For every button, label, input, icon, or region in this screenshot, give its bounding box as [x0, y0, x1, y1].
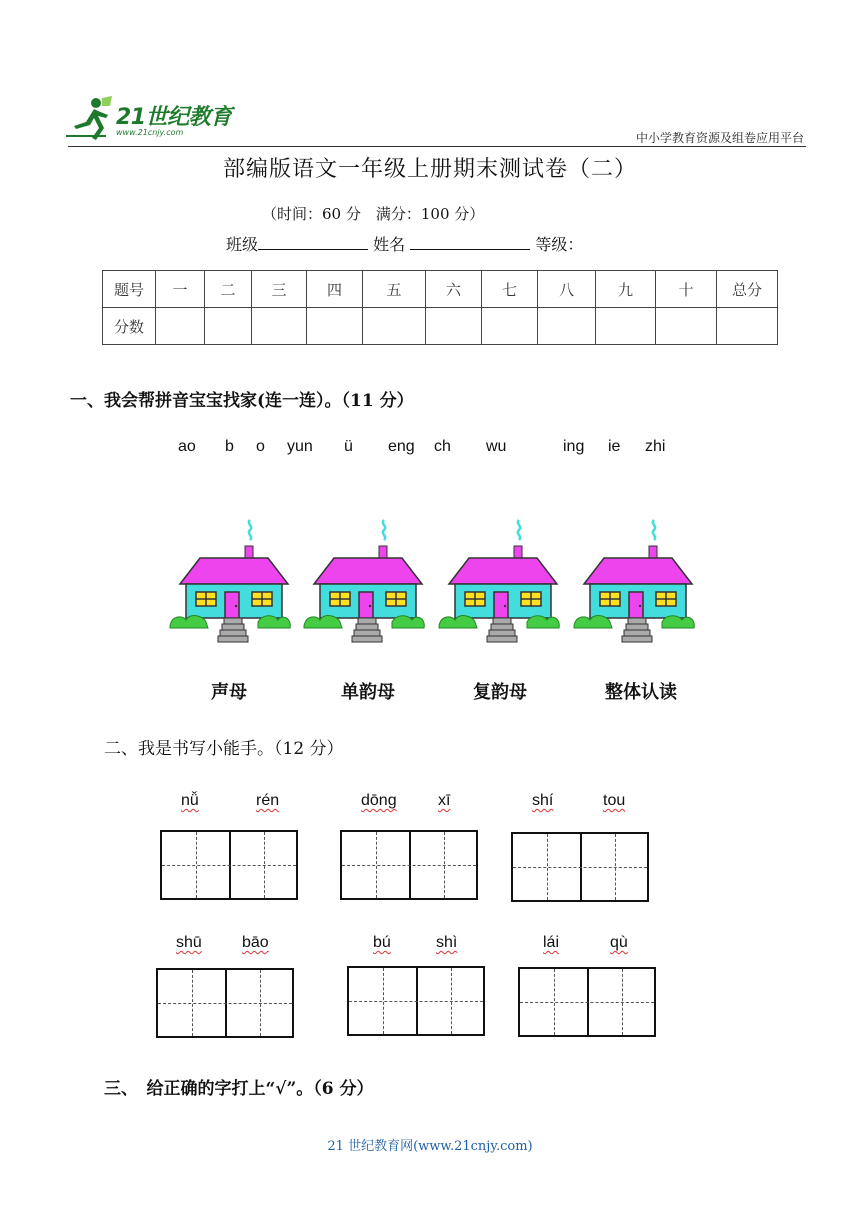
pinyin-item[interactable]: zhi	[645, 438, 666, 455]
table-cell: 分数	[103, 308, 156, 345]
score-cell[interactable]	[156, 308, 205, 345]
table-cell: 题号	[103, 271, 156, 308]
pinyin-item[interactable]: ch	[434, 438, 451, 455]
pinyin-word: bāo	[242, 934, 269, 951]
score-cell[interactable]	[307, 308, 363, 345]
score-cell[interactable]	[426, 308, 482, 345]
pinyin-word: nǚ	[181, 792, 199, 809]
category-label: 复韵母	[473, 682, 527, 703]
table-cell: 八	[538, 271, 596, 308]
writing-grid[interactable]	[511, 832, 649, 902]
table-cell: 三	[252, 271, 307, 308]
writing-grid[interactable]	[160, 830, 298, 900]
table-row	[103, 308, 778, 345]
table-cell: 五	[363, 271, 426, 308]
pinyin-item[interactable]: b	[225, 438, 234, 455]
pinyin-word: dōng	[361, 792, 397, 809]
platform-label: 中小学教育资源及组卷应用平台	[635, 131, 804, 145]
header-divider	[68, 146, 806, 147]
score-cell[interactable]	[538, 308, 596, 345]
runner-logo-icon	[66, 96, 114, 142]
pinyin-word: shū	[176, 934, 202, 951]
table-row	[103, 271, 778, 308]
pinyin-word: rén	[256, 792, 280, 809]
score-table	[102, 270, 778, 345]
writing-grid[interactable]	[156, 968, 294, 1038]
score-cell[interactable]	[205, 308, 252, 345]
pinyin-item[interactable]: ing	[563, 438, 585, 455]
category-label: 整体认读	[605, 682, 677, 703]
class-label: 班级	[226, 235, 259, 254]
pinyin-item[interactable]: ao	[178, 438, 196, 455]
table-cell: 总分	[717, 271, 778, 308]
logo-url: www.21cnjy.com	[116, 128, 184, 137]
pinyin-word: tou	[603, 792, 626, 809]
pinyin-item[interactable]: yun	[287, 438, 313, 455]
score-cell[interactable]	[656, 308, 717, 345]
pinyin-word: shì	[436, 934, 458, 951]
pinyin-item[interactable]: o	[256, 438, 265, 455]
category-label: 单韵母	[341, 682, 395, 703]
house-icon	[168, 518, 292, 646]
section1-title: 一、我会帮拼音宝宝找家(连一连）。（11 分）	[70, 391, 414, 411]
score-cell[interactable]	[596, 308, 656, 345]
pinyin-word: lái	[543, 934, 560, 951]
table-cell: 一	[156, 271, 205, 308]
writing-grid[interactable]	[340, 830, 478, 900]
pinyin-item[interactable]: ü	[344, 438, 353, 455]
writing-grid[interactable]	[518, 967, 656, 1037]
name-blank[interactable]	[410, 235, 530, 250]
logo-text: 21世纪教育	[116, 105, 232, 130]
pinyin-item[interactable]: wu	[486, 438, 507, 455]
section2-title: 二、我是书写小能手。（12 分）	[104, 739, 344, 759]
student-info-line	[226, 232, 583, 255]
pinyin-word: xī	[438, 792, 451, 809]
page-title: 部编版语文一年级上册期末测试卷（二）	[222, 157, 637, 182]
house-icon	[572, 518, 696, 646]
footer-text: 21 世纪教育网(www.21cnjy.com)	[327, 1139, 533, 1154]
table-cell: 二	[205, 271, 252, 308]
house-icon	[302, 518, 426, 646]
table-cell: 九	[596, 271, 656, 308]
score-cell[interactable]	[717, 308, 778, 345]
writing-grid[interactable]	[347, 966, 485, 1036]
category-label: 声母	[211, 682, 247, 703]
grade-label: 等级：	[535, 235, 584, 254]
logo	[66, 96, 236, 144]
table-cell: 六	[426, 271, 482, 308]
score-cell[interactable]	[482, 308, 538, 345]
class-blank[interactable]	[258, 235, 368, 250]
section3-title: 三、 给正确的字打上“√”。（6 分）	[104, 1079, 374, 1099]
pinyin-item[interactable]: eng	[388, 438, 415, 455]
table-cell: 四	[307, 271, 363, 308]
score-cell[interactable]	[363, 308, 426, 345]
table-cell: 七	[482, 271, 538, 308]
score-cell[interactable]	[252, 308, 307, 345]
name-label: 姓名	[373, 235, 406, 254]
pinyin-item[interactable]: ie	[608, 438, 621, 455]
time-score-line: （时间：60 分 满分：100 分）	[262, 205, 485, 223]
pinyin-word: shí	[532, 792, 554, 809]
pinyin-word: qù	[610, 934, 628, 951]
house-icon	[437, 518, 561, 646]
table-cell: 十	[656, 271, 717, 308]
pinyin-word: bú	[373, 934, 391, 951]
